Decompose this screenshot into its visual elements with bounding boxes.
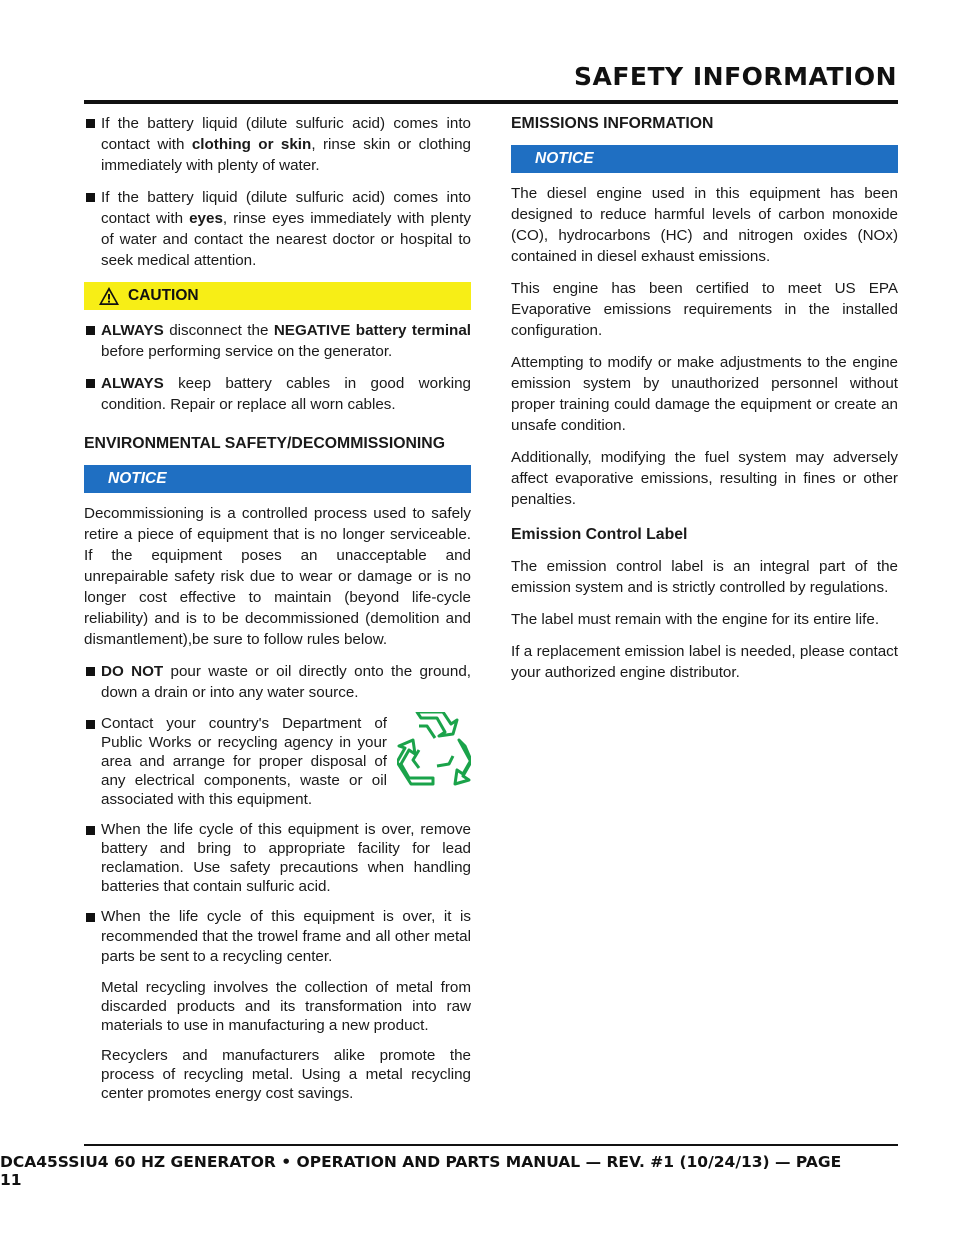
recycle-icon bbox=[397, 712, 471, 786]
battery-skin-text-pre: If the battery liquid (dilute sulfuric acid) comes into contact with bbox=[101, 115, 471, 153]
battery-life-cycle-item: When the life cycle of this equipment is over, remove battery and bring to appropriate facility for lead reclamation. Use safety precautions when handling batteries that contain sulfuric acid. bbox=[84, 820, 471, 896]
always-keep-item bbox=[84, 373, 471, 415]
always-disconnect-bold1: ALWAYS bbox=[101, 322, 164, 339]
battery-skin-item bbox=[84, 113, 471, 176]
env-safety-heading: ENVIRONMENTAL SAFETY/DECOMMISSIONING bbox=[84, 435, 446, 452]
diesel-paragraph: The diesel engine used in this equipment has been designed to reduce harmful levels of carbon monoxide (CO), hydrocarbons (HC) and nitrogen oxides (NOx) contained in diesel exhaust emissions. bbox=[511, 185, 898, 265]
footer-rule bbox=[84, 1144, 898, 1146]
warning-triangle-icon bbox=[98, 286, 120, 306]
battery-skin-bold: clothing or skin bbox=[191, 136, 312, 153]
header-rule bbox=[84, 100, 898, 104]
label-paragraph-3: If a replacement emission label is needed, please contact your authorized engine distributor. bbox=[511, 643, 898, 681]
do-not-item bbox=[84, 661, 471, 703]
right-column bbox=[511, 113, 898, 694]
caution-banner bbox=[84, 282, 471, 310]
always-disconnect-item bbox=[84, 320, 471, 362]
emissions-heading: EMISSIONS INFORMATION bbox=[511, 115, 714, 132]
page-footer: DCA45SSIU4 60 HZ GENERATOR • OPERATION AND PARTS MANUAL — REV. #1 (10/24/13) — PAGE 11 bbox=[0, 1153, 842, 1189]
always-keep-bold: ALWAYS bbox=[101, 375, 164, 392]
battery-eyes-bold: eyes bbox=[189, 210, 223, 227]
caution-label: CAUTION bbox=[128, 287, 199, 304]
battery-eyes-text-pre: If the battery liquid (dilute sulfuric acid) comes into contact with bbox=[101, 189, 471, 227]
fuel-paragraph: Additionally, modifying the fuel system may adversely affect evaporative emissions, resulting in fines or other penalties. bbox=[511, 449, 898, 508]
always-disconnect-post: before performing service on the generator. bbox=[101, 343, 393, 360]
emission-label-heading: Emission Control Label bbox=[511, 526, 688, 543]
recyclers-paragraph: Recyclers and manufacturers alike promote the process of recycling metal. Using a metal recycling center promotes energy cost savings. bbox=[101, 1047, 471, 1102]
modify-paragraph: Attempting to modify or make adjustments to the engine emission system by unauthorized personnel without proper training could damage the equipment or create an unsafe condition. bbox=[511, 354, 898, 434]
notice-banner-right: NOTICE bbox=[511, 145, 898, 173]
always-disconnect-bold2: NEGATIVE battery terminal bbox=[273, 322, 471, 339]
metal-recycling-paragraph: Metal recycling involves the collection of metal from discarded products and its transformation into raw materials to use in manufacturing a new product. bbox=[101, 979, 471, 1034]
notice-banner-left: NOTICE bbox=[84, 465, 471, 493]
left-column bbox=[84, 113, 471, 1114]
battery-eyes-text-post: , rinse eyes immediately with plenty of water and contact the nearest doctor or hospital to seek medical attention. bbox=[101, 210, 471, 269]
contact-text: Contact your country's Department of Public Works or recycling agency in your area and arrange for proper disposal of any electrical components, waste or oil associated with this equipment. bbox=[101, 715, 387, 808]
trowel-life-cycle-item: When the life cycle of this equipment is over, it is recommended that the trowel frame and all other metal parts be sent to a recycling center. bbox=[84, 907, 471, 967]
decommission-paragraph: Decommissioning is a controlled process used to safely retire a piece of equipment that is no longer serviceable. If the equipment poses an unacceptable and unrepairable safety risk due to wear or damage or is no longer cost effective to maintain (beyond life-cycle reliability) and is to be decommissioned (demolition and dismantlement),be sure to follow rules below. bbox=[84, 505, 471, 648]
battery-skin-text-post: , rinse skin or clothing immediately with plenty of water. bbox=[101, 136, 471, 174]
certified-paragraph: This engine has been certified to meet US EPA Evaporative emissions requirements in the installed configuration. bbox=[511, 280, 898, 339]
do-not-post: pour waste or oil directly onto the ground, down a drain or into any water source. bbox=[101, 663, 471, 701]
contact-item bbox=[84, 714, 471, 809]
battery-eyes-item bbox=[84, 187, 471, 271]
always-keep-post: keep battery cables in good working condition. Repair or replace all worn cables. bbox=[101, 375, 471, 413]
do-not-bold: DO NOT bbox=[101, 663, 164, 680]
label-paragraph-2: The label must remain with the engine for its entire life. bbox=[511, 611, 880, 628]
page-title: SAFETY INFORMATION bbox=[574, 62, 897, 91]
always-disconnect-mid: disconnect the bbox=[163, 322, 274, 339]
label-paragraph-1: The emission control label is an integral part of the emission system and is strictly controlled by regulations. bbox=[511, 558, 898, 596]
